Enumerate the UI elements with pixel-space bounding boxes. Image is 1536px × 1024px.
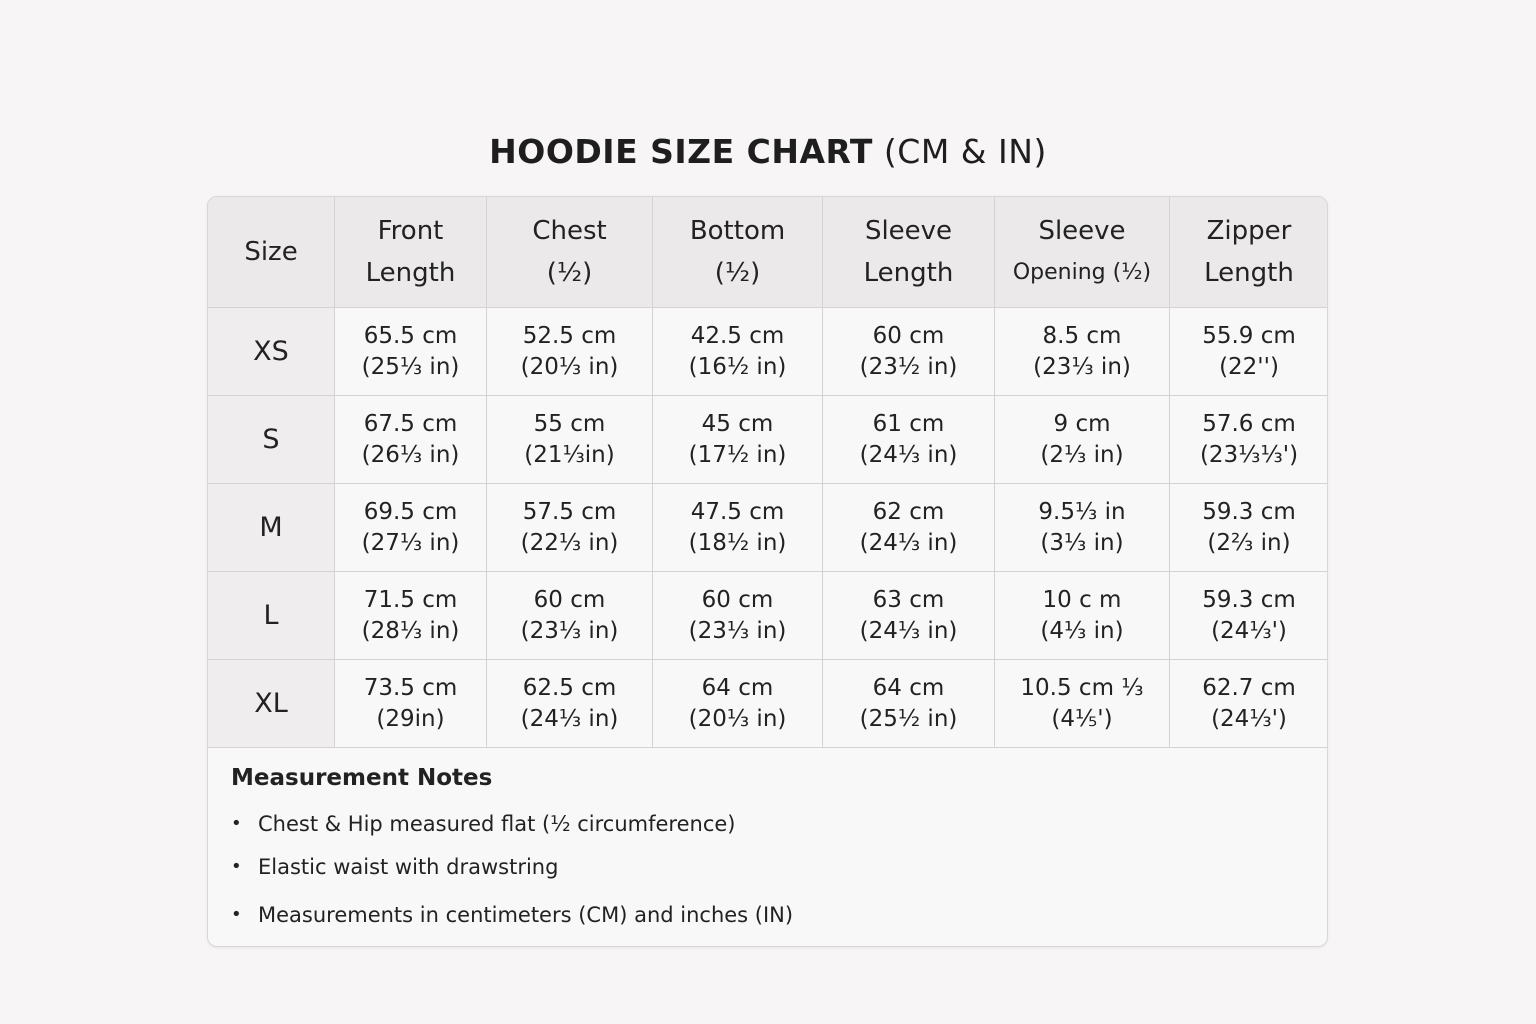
header-label: Chest (532, 216, 607, 246)
header-chest (487, 197, 653, 308)
measurement-cell (653, 308, 823, 396)
in-value: (23⅓⅓') (1199, 441, 1299, 468)
measurement-cell (823, 484, 995, 572)
note-text: Chest & Hip measured flat (½ circumference) (258, 812, 736, 836)
page-title (0, 132, 1536, 171)
header-sleeve-opening (995, 197, 1170, 308)
in-value: (21⅓in) (524, 441, 615, 468)
size-cell: XS (208, 308, 335, 396)
measurement-cell (995, 308, 1170, 396)
header-label: Length (863, 258, 954, 288)
cm-value: 9 cm (1053, 410, 1111, 437)
header-bottom (653, 197, 823, 308)
cm-value: 10 c m (1042, 586, 1122, 613)
measurement-cell (335, 308, 487, 396)
header-label: Size (244, 237, 298, 267)
in-value: (2⅓ in) (1040, 441, 1124, 468)
header-label: Opening (½) (1012, 260, 1152, 285)
measurement-cell (823, 572, 995, 660)
cm-value: 73.5 cm (363, 674, 458, 701)
measurement-cell (995, 484, 1170, 572)
in-value: (22⅓ in) (520, 529, 619, 556)
measurement-cell (1170, 484, 1329, 572)
measurement-cell (823, 308, 995, 396)
measurement-cell (823, 660, 995, 748)
measurement-cell (335, 484, 487, 572)
header-label: Sleeve (864, 216, 953, 246)
page-title-main: HOODIE SIZE CHART (489, 132, 873, 171)
measurement-cell (653, 484, 823, 572)
note-text: Measurements in centimeters (CM) and inches (IN) (258, 903, 794, 927)
in-value: (26⅓ in) (361, 441, 460, 468)
header-label: (½) (546, 258, 593, 288)
in-value: (27⅓ in) (361, 529, 460, 556)
measurement-cell (653, 572, 823, 660)
measurement-cell (823, 396, 995, 484)
header-sleeve-length (823, 197, 995, 308)
cm-value: 69.5 cm (363, 498, 458, 525)
measurement-cell (1170, 308, 1329, 396)
measurement-notes (231, 765, 1291, 945)
in-value: (20⅓ in) (688, 705, 787, 732)
in-value: (4⅕') (1051, 705, 1113, 732)
in-value: (22'') (1219, 353, 1279, 380)
table-row (208, 484, 1329, 572)
size-chart-card (207, 196, 1328, 947)
cm-value: 63 cm (872, 586, 945, 613)
cm-value: 47.5 cm (690, 498, 785, 525)
measurement-cell (1170, 396, 1329, 484)
header-label: Length (365, 258, 456, 288)
header-label: (½) (714, 258, 761, 288)
size-cell: S (208, 396, 335, 484)
header-size (208, 197, 335, 308)
cm-value: 71.5 cm (363, 586, 458, 613)
measurement-cell (487, 484, 653, 572)
table-header-row (208, 197, 1329, 308)
cm-value: 64 cm (701, 674, 774, 701)
measurement-cell (487, 660, 653, 748)
cm-value: 62.5 cm (522, 674, 617, 701)
cm-value: 57.6 cm (1202, 410, 1296, 437)
cm-value: 60 cm (701, 586, 774, 613)
bullet-icon: • (231, 904, 242, 925)
cm-value: 62.7 cm (1202, 674, 1296, 701)
header-zipper-length (1170, 197, 1329, 308)
in-value: (2⅔ in) (1207, 529, 1291, 556)
in-value: (4⅓ in) (1040, 617, 1124, 644)
cm-value: 65.5 cm (363, 322, 458, 349)
header-label: Front (377, 216, 444, 246)
in-value: (25⅓ in) (361, 353, 460, 380)
table-row (208, 308, 1329, 396)
measurement-cell (487, 572, 653, 660)
in-value: (24⅓ in) (520, 705, 619, 732)
cm-value: 60 cm (533, 586, 606, 613)
bullet-icon: • (231, 813, 242, 834)
cm-value: 57.5 cm (522, 498, 617, 525)
list-item (231, 811, 1291, 837)
bullet-icon: • (231, 856, 242, 877)
in-value: (29in) (376, 705, 445, 732)
cm-value: 59.3 cm (1202, 498, 1296, 525)
in-value: (23⅓ in) (1033, 353, 1131, 380)
cm-value: 42.5 cm (690, 322, 785, 349)
measurement-cell (995, 572, 1170, 660)
measurement-cell (653, 396, 823, 484)
note-text: Elastic waist with drawstring (258, 855, 559, 879)
cm-value: 8.5 cm (1042, 322, 1122, 349)
table-row (208, 660, 1329, 748)
in-value: (16½ in) (688, 353, 787, 380)
in-value: (24⅓ in) (859, 529, 958, 556)
size-table (207, 196, 1328, 748)
cm-value: 60 cm (872, 322, 945, 349)
measurement-cell (335, 572, 487, 660)
notes-list (231, 811, 1291, 928)
in-value: (23½ in) (859, 353, 958, 380)
measurement-cell (487, 308, 653, 396)
list-item (231, 854, 1291, 880)
in-value: (23⅓ in) (520, 617, 619, 644)
cm-value: 67.5 cm (363, 410, 458, 437)
size-cell: L (208, 572, 335, 660)
cm-value: 61 cm (872, 410, 945, 437)
table-row (208, 396, 1329, 484)
cm-value: 59.3 cm (1202, 586, 1296, 613)
in-value: (24⅓ in) (859, 441, 958, 468)
cm-value: 9.5⅓ in (1038, 498, 1126, 525)
measurement-cell (487, 396, 653, 484)
notes-title: Measurement Notes (231, 765, 493, 791)
header-front-length (335, 197, 487, 308)
in-value: (23⅓ in) (688, 617, 787, 644)
size-cell: XL (208, 660, 335, 748)
cm-value: 64 cm (872, 674, 945, 701)
cm-value: 45 cm (701, 410, 774, 437)
header-label: Bottom (689, 216, 786, 246)
header-label: Length (1204, 258, 1294, 288)
list-item (231, 902, 1291, 928)
in-value: (24⅓') (1211, 617, 1287, 644)
cm-value: 10.5 cm ⅓ (1020, 674, 1144, 701)
in-value: (20⅓ in) (520, 353, 619, 380)
in-value: (17½ in) (688, 441, 787, 468)
cm-value: 52.5 cm (522, 322, 617, 349)
in-value: (24⅓') (1211, 705, 1287, 732)
table-row (208, 572, 1329, 660)
measurement-cell (1170, 660, 1329, 748)
cm-value: 55.9 cm (1202, 322, 1296, 349)
measurement-cell (653, 660, 823, 748)
measurement-cell (335, 660, 487, 748)
page-title-units: (CM & IN) (883, 132, 1047, 171)
in-value: (24⅓ in) (859, 617, 958, 644)
in-value: (28⅓ in) (361, 617, 460, 644)
in-value: (25½ in) (859, 705, 958, 732)
in-value: (3⅓ in) (1040, 529, 1124, 556)
measurement-cell (1170, 572, 1329, 660)
measurement-cell (995, 660, 1170, 748)
cm-value: 62 cm (872, 498, 945, 525)
measurement-cell (995, 396, 1170, 484)
header-label: Zipper (1206, 216, 1292, 246)
size-cell: M (208, 484, 335, 572)
in-value: (18½ in) (688, 529, 787, 556)
header-label: Sleeve (1038, 216, 1126, 246)
cm-value: 55 cm (533, 410, 606, 437)
measurement-cell (335, 396, 487, 484)
